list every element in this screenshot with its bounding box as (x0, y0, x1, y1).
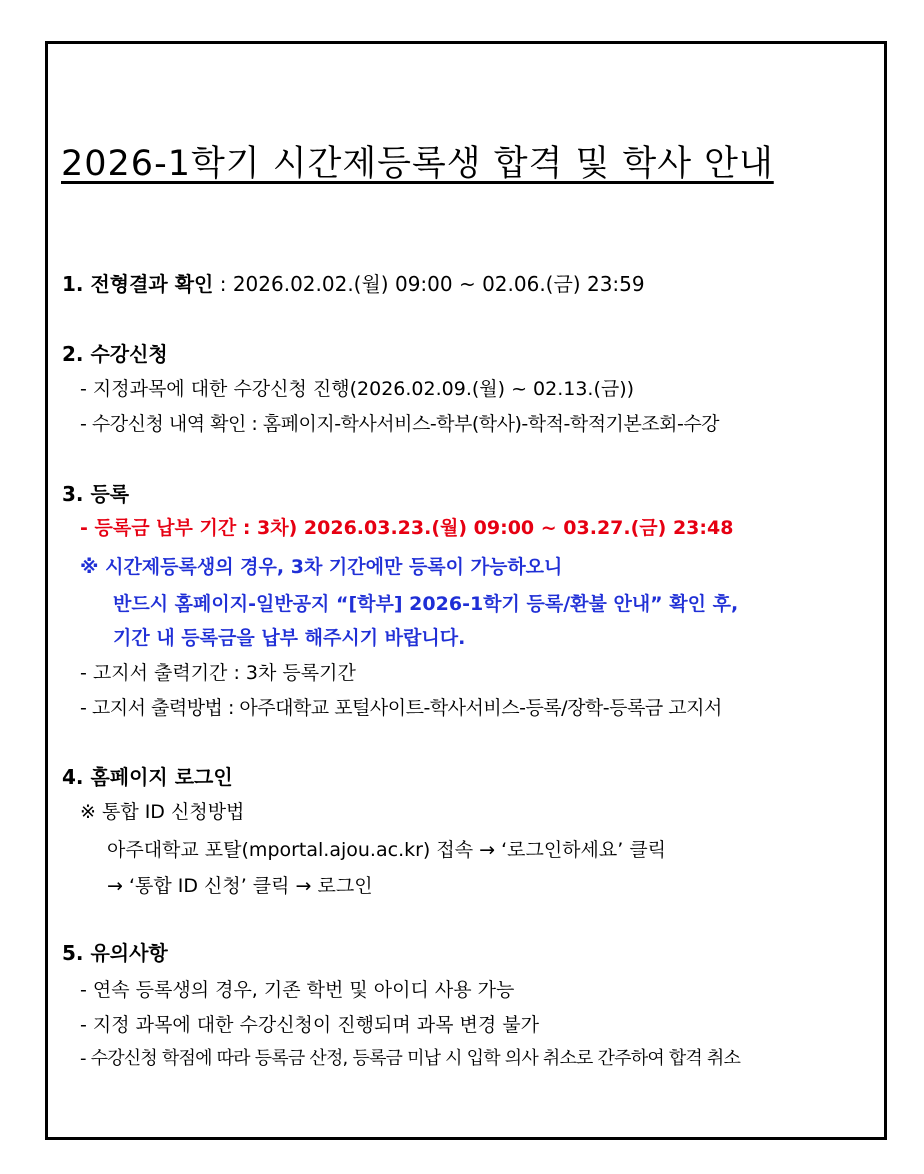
section-2-item: - 지정과목에 대한 수강신청 진행(2026.02.09.(월) ~ 02.13.(금)) (80, 378, 635, 400)
login-guide-line: ※ 통합 ID 신청방법 (80, 801, 245, 823)
section-1-heading: 1. 전형결과 확인 (62, 272, 214, 296)
registration-notice-line: 기간 내 등록금을 납부 해주시기 바랍니다. (113, 627, 466, 649)
registration-notice-line: ※ 시간제등록생의 경우, 3차 기간에만 등록이 가능하오니 (80, 556, 563, 578)
section-5-item: - 연속 등록생의 경우, 기존 학번 및 아이디 사용 가능 (80, 979, 515, 1001)
section-1-detail: : 2026.02.02.(월) 09:00 ~ 02.06.(금) 23:59 (213, 272, 645, 296)
section-5-item: - 수강신청 학점에 따라 등록금 산정, 등록금 미납 시 입학 의사 취소로 간주하여 합격 취소 (80, 1048, 741, 1069)
tuition-payment-period: - 등록금 납부 기간 : 3차) 2026.03.23.(월) 09:00 ~ 03.27.(금) 23:48 (80, 517, 734, 539)
section-5-heading: 5. 유의사항 (62, 941, 168, 965)
page-title: 2026-1학기 시간제등록생 합격 및 학사 안내 (61, 144, 774, 184)
section-3-item: - 고지서 출력기간 : 3차 등록기간 (80, 662, 356, 684)
login-guide-line: 아주대학교 포탈(mportal.ajou.ac.kr) 접속 → ‘로그인하세요’ 클릭 (107, 839, 667, 861)
section-3-heading: 3. 등록 (62, 482, 130, 506)
section-4-heading: 4. 홈페이지 로그인 (62, 765, 233, 789)
section-2-item: - 수강신청 내역 확인 : 홈페이지-학사서비스-학부(학사)-학적-학적기본조회-수강 (80, 413, 720, 435)
section-1-row (62, 270, 645, 298)
registration-notice-line: 반드시 홈페이지-일반공지 “[학부] 2026-1학기 등록/환불 안내” 확인 후, (113, 593, 739, 615)
section-2-heading: 2. 수강신청 (62, 342, 168, 366)
section-3-item: - 고지서 출력방법 : 아주대학교 포털사이트-학사서비스-등록/장학-등록금 고지서 (80, 697, 722, 719)
login-guide-line: → ‘통합 ID 신청’ 클릭 → 로그인 (107, 875, 373, 897)
section-5-item: - 지정 과목에 대한 수강신청이 진행되며 과목 변경 불가 (80, 1014, 539, 1036)
